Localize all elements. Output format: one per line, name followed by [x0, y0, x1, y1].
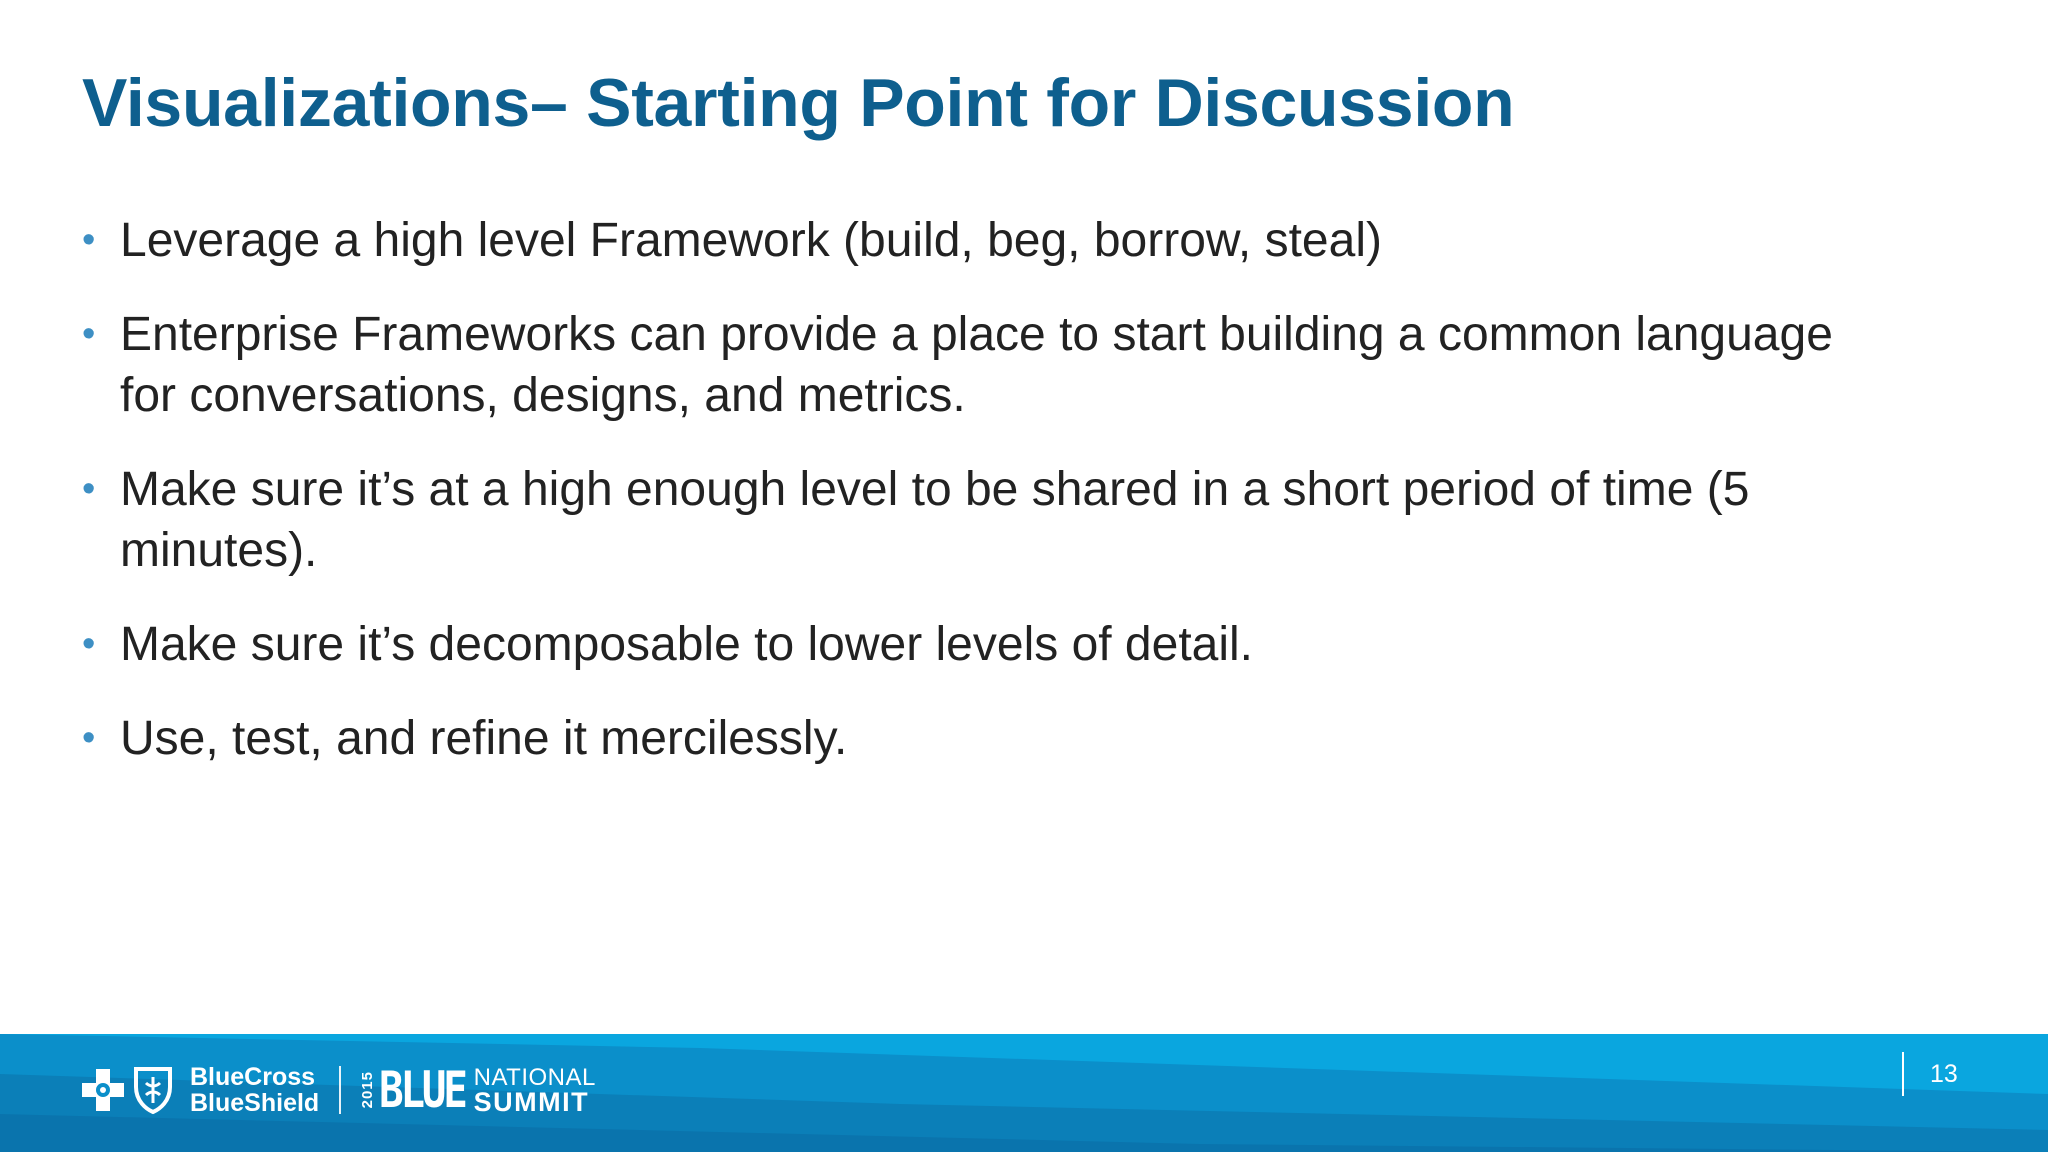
bullet-text: Make sure it’s at a high enough level to be shared in a short period of time (5 minutes).	[120, 463, 1750, 577]
bullet-list	[82, 210, 1882, 802]
event-line-2: SUMMIT	[473, 1087, 590, 1117]
brand-line-2: BlueShield	[190, 1089, 320, 1117]
bullet-item	[82, 304, 1882, 426]
logo-divider	[339, 1066, 341, 1114]
bullet-marker: •	[82, 219, 96, 261]
bullet-marker: •	[82, 717, 96, 759]
bullet-text: Make sure it’s decomposable to lower levels of detail.	[120, 618, 1254, 671]
bullet-item	[82, 459, 1882, 581]
page-number: 13	[1930, 1060, 1958, 1088]
page-number-divider	[1902, 1052, 1904, 1096]
event-year: 2015	[359, 1071, 377, 1109]
footer-logo	[80, 1062, 596, 1118]
shield-icon	[130, 1065, 176, 1115]
bullet-marker: •	[82, 623, 96, 665]
bullet-marker: •	[82, 313, 96, 355]
brand-name	[190, 1064, 319, 1116]
slide-title: Visualizations– Starting Point for Discussion	[82, 65, 1515, 141]
bullet-text: Enterprise Frameworks can provide a place to start building a common language for conversations, designs, and metrics.	[120, 308, 1833, 422]
bullet-item	[82, 614, 1882, 675]
event-line-1: NATIONAL	[473, 1064, 596, 1091]
cross-icon	[80, 1065, 126, 1115]
bullet-item	[82, 708, 1882, 769]
bullet-item	[82, 210, 1882, 271]
bullet-marker: •	[82, 468, 96, 510]
bullet-text: Leverage a high level Framework (build, beg, borrow, steal)	[120, 214, 1382, 267]
event-name	[473, 1064, 596, 1117]
event-word: BLUE	[379, 1061, 465, 1119]
bullet-text: Use, test, and refine it mercilessly.	[120, 712, 848, 765]
brand-line-1: BlueCross	[190, 1063, 316, 1091]
